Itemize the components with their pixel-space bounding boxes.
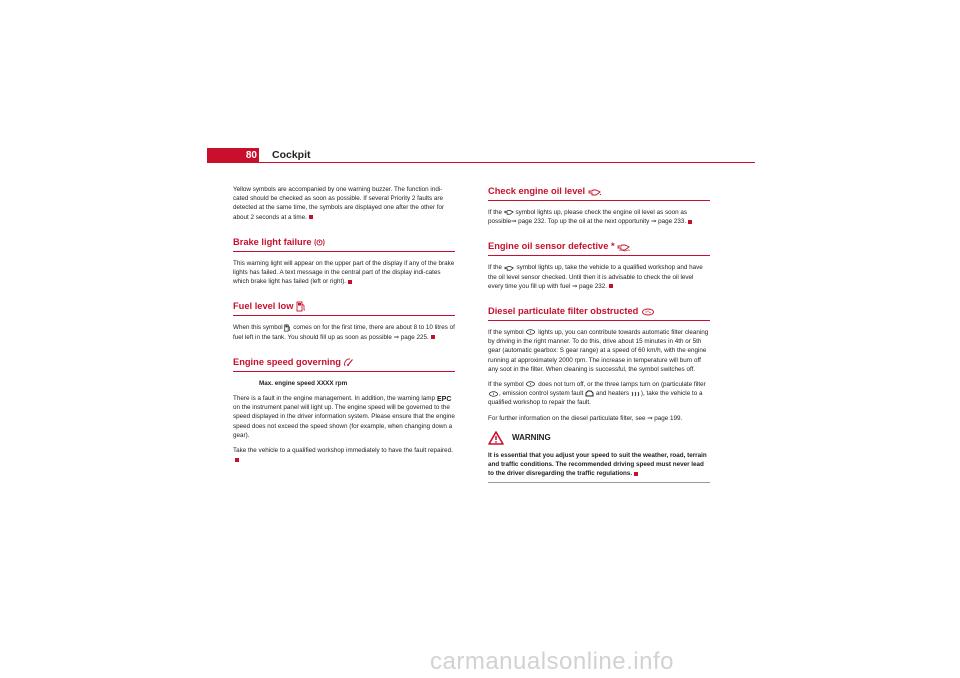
brake-light-text: This warning light will appear on the upper part of the display if any of the brake lights has failed. A text message in the central part of the display indi-cates which brake light has failed (left or right).	[233, 259, 455, 286]
emission-control-icon	[585, 390, 594, 397]
oil-sensor-icon	[617, 243, 631, 251]
right-column	[488, 185, 710, 483]
engine-speed-heading: Engine speed governing	[233, 356, 455, 372]
end-mark	[235, 458, 239, 462]
fuel-level-heading: Fuel level low	[233, 300, 455, 316]
dpf-heading: Diesel particulate filter obstructed	[488, 305, 710, 321]
left-column	[233, 185, 455, 470]
engine-speed-text-2: Take the vehicle to a qualified workshop immediately to have the fault repaired.	[233, 446, 455, 464]
oil-level-heading: Check engine oil level	[488, 185, 710, 201]
end-mark	[634, 472, 638, 476]
tachometer-icon	[344, 357, 355, 367]
engine-speed-text: There is a fault in the engine management. In addition, the warning lamp EPC on the instrument panel will light up. The engine speed will be governed to the speed displayed in the driver information system. Please ensure that the engine speed does not exceed the speed shown (for example, when changing down a gear).	[233, 395, 455, 439]
end-mark	[609, 284, 613, 288]
engine-speed-message: Max. engine speed XXXX rpm	[259, 379, 348, 387]
oil-can-icon	[588, 188, 601, 196]
warning-triangle-icon	[488, 431, 504, 445]
oil-level-text: If the symbol lights up, please check the engine oil level as soon as possible⇒ page 232. Top up the oil at the next opportunity ⇒ page 233.	[488, 208, 710, 226]
fuel-pump-icon	[284, 324, 291, 332]
end-mark	[348, 280, 352, 284]
glow-plug-icon	[631, 391, 641, 397]
oil-sensor-icon	[504, 265, 515, 271]
section-title: Cockpit	[272, 149, 311, 161]
intro-paragraph: Yellow symbols are accompanied by one warning buzzer. The function indi-cated should be checked as soon as possible. If several Priority 2 faults are detected at the same time, the symbols are displayed one after the other for about 2 seconds at a time.	[233, 186, 445, 221]
particulate-filter-icon	[525, 329, 536, 335]
oil-sensor-text: If the symbol lights up, take the vehicle to a qualified workshop and have the oil level sensor checked. Until then it is advisable to check the oil level every time you fill up with fuel ⇒ page 232.	[488, 264, 703, 290]
dpf-text-3: For further information on the diesel particulate filter, see ⇒ page 199.	[488, 414, 683, 422]
particulate-filter-icon	[488, 391, 499, 397]
dpf-text-1: If the symbol lights up, you can contribute towards automatic filter cleaning by driving in the right manner. To do this, drive about 15 minutes in 4th or 5th gear (automatic gearbox: S gear range) at a speed of 60 km/h, with the engine running at approximately 2000 rpm. The increase in temperature will burn off any soot in the filter. When cleaning is successful, the symbol switches off.	[488, 329, 709, 373]
dpf-text-2: If the symbol does not turn off, or the three lamps turn on (particulate filter , emission control system fault and heaters ), take the vehicle to a qualified workshop to repair the fault.	[488, 381, 706, 407]
oil-can-icon	[504, 209, 514, 215]
oil-sensor-heading: Engine oil sensor defective *	[488, 240, 710, 256]
brake-light-icon	[314, 238, 325, 247]
warning-text: It is essential that you adjust your speed to suit the weather, road, terrain and traffic conditions. The recommended driving speed must never lead to the driver disregarding the traffic regulations.	[488, 451, 707, 478]
particulate-filter-icon	[525, 381, 536, 387]
header-rule	[207, 162, 755, 163]
page-number: 80	[245, 150, 257, 161]
warning-box	[488, 431, 710, 484]
end-mark	[309, 215, 313, 219]
end-mark	[431, 335, 435, 339]
watermark: carmanualsonline.info	[430, 648, 674, 675]
fuel-pump-icon	[296, 301, 306, 312]
warning-title: WARNING	[512, 433, 551, 443]
svg-text:EPC: EPC	[436, 396, 452, 404]
epc-icon	[436, 394, 452, 404]
end-mark	[688, 220, 692, 224]
fuel-level-text: When this symbol comes on for the first time, there are about 8 to 10 litres of fuel left in the tank. You should fill up as soon as possible ⇒ page 225.	[233, 324, 455, 341]
page-number-badge	[207, 148, 259, 163]
brake-light-heading: Brake light failure	[233, 236, 455, 252]
particulate-filter-icon	[641, 308, 655, 316]
